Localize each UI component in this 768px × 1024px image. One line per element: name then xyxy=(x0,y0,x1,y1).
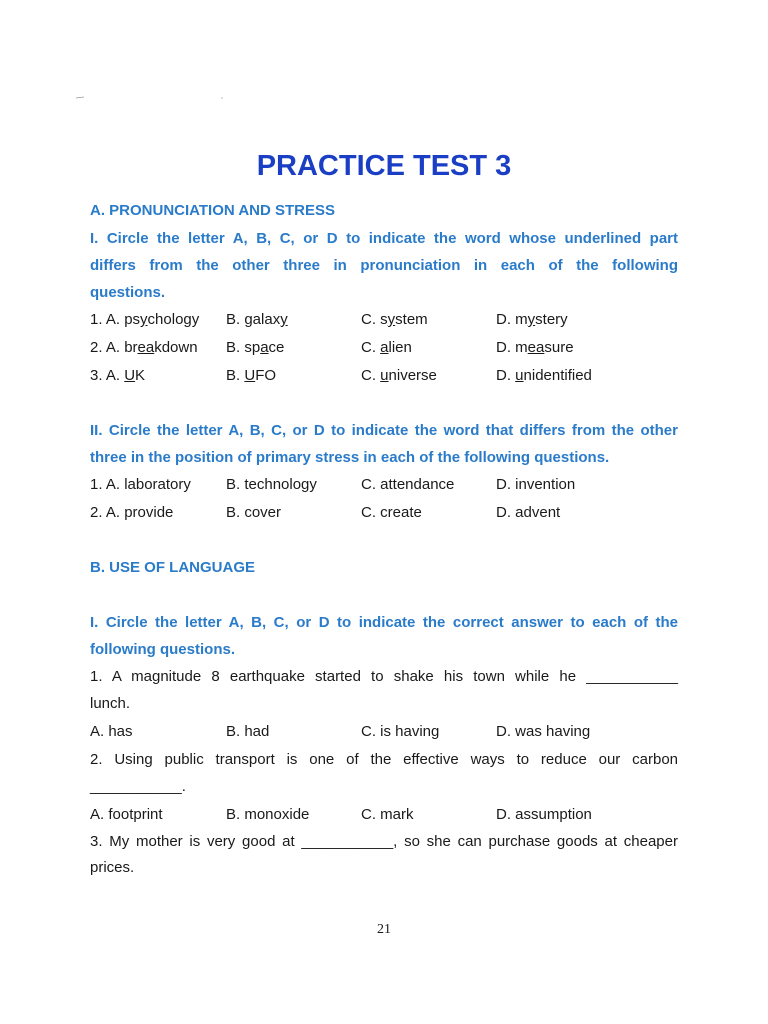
instruction-line: questions. xyxy=(90,284,166,301)
question-3-line: 3. My mother is very good at ___________, so she can purchase goods at cheaper xyxy=(90,833,678,850)
option-b: B. monoxide xyxy=(226,806,310,823)
stress-question-2 xyxy=(90,504,690,526)
option-a: 1. A. psychology xyxy=(90,311,200,328)
option-c: C. mark xyxy=(361,806,414,823)
instruction-line: differs from the other three in pronunciation in each of the following xyxy=(90,257,678,274)
pronunciation-question-1 xyxy=(90,311,690,333)
question-1-line: lunch. xyxy=(90,695,131,712)
option-a: A. has xyxy=(90,723,133,740)
section-b-part1-instruction xyxy=(90,609,678,663)
section-b-heading: B. USE OF LANGUAGE xyxy=(90,559,256,576)
question-1-line: 1. A magnitude 8 earthquake started to shake his town while he ___________ xyxy=(90,668,678,685)
question-2-line: 2. Using public transport is one of the effective ways to reduce our carbon xyxy=(90,751,678,768)
instruction-line: II. Circle the letter A, B, C, or D to indicate the word that differs from the other xyxy=(90,422,678,439)
option-b: B. had xyxy=(226,723,270,740)
option-a: 1. A. laboratory xyxy=(90,476,191,493)
option-a: 2. A. provide xyxy=(90,504,174,521)
pronunciation-question-3 xyxy=(90,367,690,389)
instruction-line: I. Circle the letter A, B, C, or D to indicate the word whose underlined part xyxy=(90,230,678,247)
option-d: D. advent xyxy=(496,504,561,521)
option-a: 3. A. UK xyxy=(90,367,146,384)
scan-specks xyxy=(74,95,234,101)
section-a-heading: A. PRONUNCIATION AND STRESS xyxy=(90,202,336,219)
page-number: 21 xyxy=(377,922,391,937)
question-1-options xyxy=(90,723,690,745)
page-title: PRACTICE TEST 3 xyxy=(256,150,512,182)
option-d: D. invention xyxy=(496,476,576,493)
question-3-line: prices. xyxy=(90,859,135,876)
pronunciation-question-2 xyxy=(90,339,690,361)
instruction-line: three in the position of primary stress in each of the following questions. xyxy=(90,449,610,466)
question-2-line: ___________. xyxy=(90,778,186,795)
section-a-part2-instruction xyxy=(90,417,678,471)
option-a: 2. A. breakdown xyxy=(90,339,198,356)
option-d: D. mystery xyxy=(496,311,568,328)
option-c: C. universe xyxy=(361,367,437,384)
option-c: C. is having xyxy=(361,723,440,740)
instruction-line: I. Circle the letter A, B, C, or D to indicate the correct answer to each of the xyxy=(90,614,678,631)
option-b: B. UFO xyxy=(226,367,277,384)
option-d: D. was having xyxy=(496,723,591,740)
option-b: B. technology xyxy=(226,476,317,493)
option-c: C. system xyxy=(361,311,428,328)
option-b: B. galaxy xyxy=(226,311,288,328)
option-d: D. assumption xyxy=(496,806,592,823)
instruction-line: following questions. xyxy=(90,641,235,658)
option-a: A. footprint xyxy=(90,806,163,823)
option-c: C. attendance xyxy=(361,476,455,493)
section-a-part1-instruction xyxy=(90,225,678,306)
stress-question-1 xyxy=(90,476,690,498)
option-b: B. cover xyxy=(226,504,282,521)
option-c: C. alien xyxy=(361,339,412,356)
option-b: B. space xyxy=(226,339,285,356)
option-d: D. measure xyxy=(496,339,574,356)
question-2-options xyxy=(90,806,690,828)
option-c: C. create xyxy=(361,504,422,521)
option-d: D. unidentified xyxy=(496,367,592,384)
